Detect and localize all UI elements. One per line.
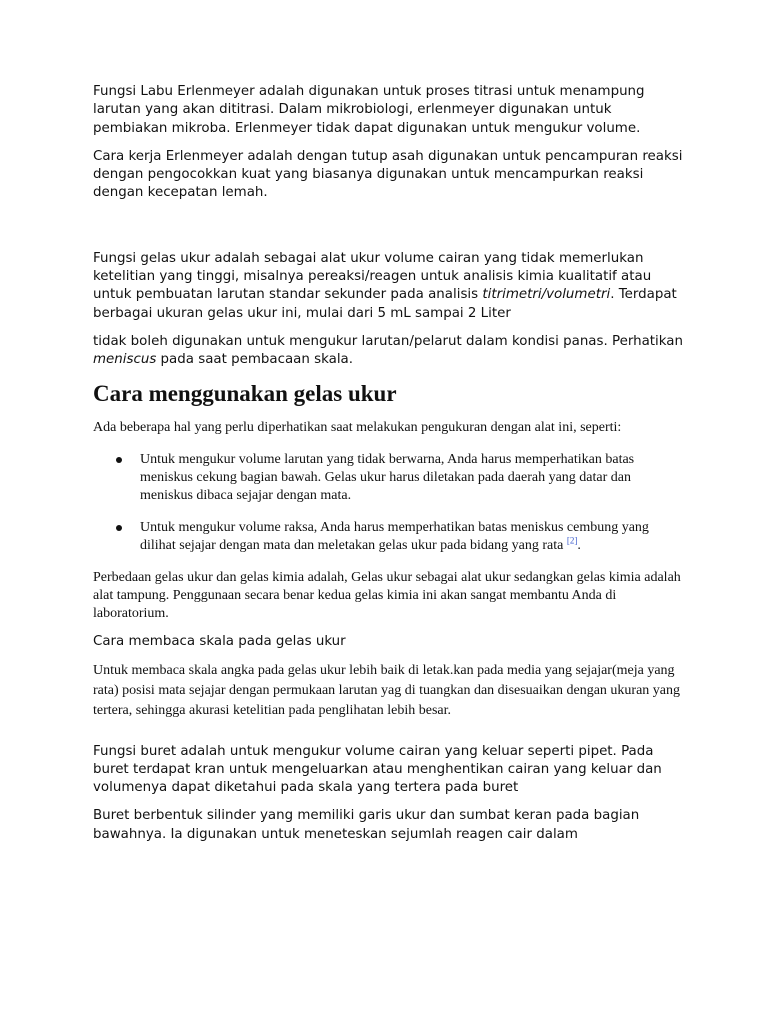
italic-term: titrimetri/volumetri <box>482 287 611 303</box>
erlenmeyer-usage-paragraph: Cara kerja Erlenmeyer adalah dengan tutup asah digunakan untuk pencampuran reaksi dengan pengocokkan kuat yang biasanya digunakan untuk mencampurkan reaksi dengan kecepatan lemah. <box>93 148 683 201</box>
paragraph-text: tidak boleh digunakan untuk mengukur larutan/pelarut dalam kondisi panas. Perhatikan <box>93 333 683 349</box>
paragraph-text: . Terdapat berbagai ukuran gelas ukur ini, mulai dari 5 mL sampai 2 Liter <box>93 287 677 321</box>
paragraph-text: pada saat pembacaan skala. <box>156 352 354 368</box>
subheading: Cara membaca skala pada gelas ukur <box>93 633 346 649</box>
list-item-text: Untuk mengukur volume larutan yang tidak berwarna, Anda harus memperhatikan batas meniskus cekung bagian bawah. Gelas ukur harus diletakan pada daerah yang datar dan meniskus dibaca sejajar dengan mata. <box>140 451 635 503</box>
list-item-text: Untuk mengukur volume raksa, Anda harus memperhatikan batas meniskus cembung yang dilihat sejajar dengan mata dan meletakan gelas ukur pada bidang yang rata <box>140 519 649 553</box>
difference-paragraph: Perbedaan gelas ukur dan gelas kimia adalah, Gelas ukur sebagai alat ukur sedangkan gelas kimia adalah alat tampung. Penggunaan secara benar kedua gelas kimia ini akan sangat membantu Anda di laboratorium. <box>93 569 681 621</box>
bullet-icon <box>116 457 122 463</box>
list-item <box>93 451 683 505</box>
paragraph-text: Fungsi gelas ukur adalah sebagai alat ukur volume cairan yang tidak memerlukan ketelitian yang tinggi, misalnya pereaksi/reagen untuk analisis kimia kualitatif atau untuk pembuatan larutan standar sekunder pada analisis <box>93 250 652 303</box>
italic-term: meniscus <box>93 352 157 368</box>
list-item-end: . <box>577 537 581 553</box>
bullet-icon <box>116 525 122 531</box>
intro-paragraph: Ada beberapa hal yang perlu diperhatikan saat melakukan pengukuran dengan alat ini, seperti: <box>93 419 622 435</box>
section-heading: Cara menggunakan gelas ukur <box>93 380 397 406</box>
buret-function-paragraph: Fungsi buret adalah untuk mengukur volume cairan yang keluar seperti pipet. Pada buret terdapat kran untuk mengeluarkan atau menghentikan cairan yang keluar dan volumenya dapat diketahui pada skala yang tertera pada buret <box>93 743 662 796</box>
list-item <box>93 519 683 555</box>
spacer <box>93 213 683 250</box>
buret-description-paragraph: Buret berbentuk silinder yang memiliki garis ukur dan sumbat keran pada bagian bawahnya. Ia digunakan untuk meneteskan sejumlah reagen cair dalam <box>93 808 640 842</box>
reading-scale-paragraph: Untuk membaca skala angka pada gelas ukur lebih baik di letak.kan pada media yang sejajar(meja yang rata) posisi mata sejajar dengan permukaan larutan yag di tuangkan dan disesuaikan dengan ukuran yang tertera, sehingga akurasi ketelitian pada penglihatan lebih besar. <box>93 662 681 718</box>
bullet-list <box>93 451 683 555</box>
erlenmeyer-function-paragraph: Fungsi Labu Erlenmeyer adalah digunakan untuk proses titrasi untuk menampung larutan yang akan dititrasi. Dalam mikrobiologi, erlenmeyer digunakan untuk pembiakan mikroba. Erlenmeyer tidak dapat digunakan untuk mengukur volume. <box>93 84 645 136</box>
document-page <box>93 83 683 854</box>
measuring-cylinder-function-paragraph <box>93 250 683 323</box>
measuring-cylinder-warning-paragraph <box>93 333 683 370</box>
reference-link[interactable]: [2] <box>566 534 578 545</box>
